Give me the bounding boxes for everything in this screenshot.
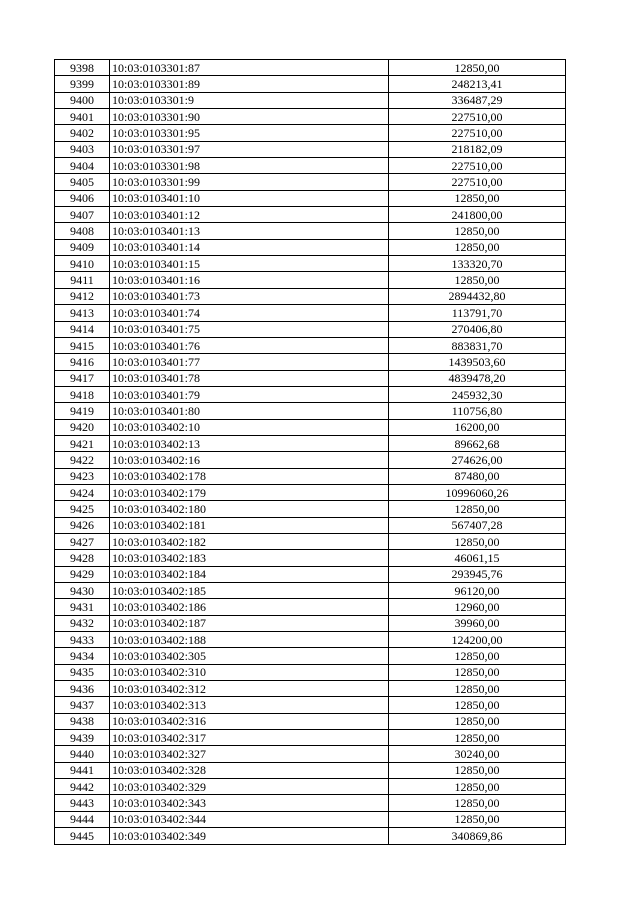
cadastral-number-cell: 10:03:0103401:80 [110, 403, 389, 419]
table-row [55, 125, 566, 141]
row-number-cell: 9415 [55, 337, 110, 353]
cadastral-value-cell: 2894432,80 [389, 288, 566, 304]
table-row [55, 239, 566, 255]
cadastral-value-cell: 12850,00 [389, 713, 566, 729]
row-number-cell: 9432 [55, 615, 110, 631]
table-row [55, 207, 566, 223]
cadastral-value-cell: 883831,70 [389, 337, 566, 353]
cadastral-value-cell: 227510,00 [389, 125, 566, 141]
cadastral-value-cell: 1439503,60 [389, 354, 566, 370]
cadastral-value-cell: 12850,00 [389, 533, 566, 549]
table-row [55, 223, 566, 239]
cadastral-number-cell: 10:03:0103402:188 [110, 632, 389, 648]
cadastral-number-cell: 10:03:0103402:327 [110, 746, 389, 762]
cadastral-number-cell: 10:03:0103402:316 [110, 713, 389, 729]
table-row [55, 713, 566, 729]
cadastral-number-cell: 10:03:0103301:89 [110, 76, 389, 92]
table-row [55, 272, 566, 288]
cadastral-value-cell: 567407,28 [389, 517, 566, 533]
row-number-cell: 9423 [55, 468, 110, 484]
cadastral-value-cell: 336487,29 [389, 92, 566, 108]
table-row [55, 468, 566, 484]
table-row [55, 386, 566, 402]
cadastral-value-cell: 245932,30 [389, 386, 566, 402]
cadastral-number-cell: 10:03:0103301:90 [110, 109, 389, 125]
cadastral-value-cell: 227510,00 [389, 174, 566, 190]
cadastral-value-cell: 248213,41 [389, 76, 566, 92]
cadastral-number-cell: 10:03:0103401:73 [110, 288, 389, 304]
table-row [55, 256, 566, 272]
table-row [55, 501, 566, 517]
row-number-cell: 9440 [55, 746, 110, 762]
cadastral-number-cell: 10:03:0103401:78 [110, 370, 389, 386]
cadastral-number-cell: 10:03:0103402:317 [110, 730, 389, 746]
table-row [55, 533, 566, 549]
row-number-cell: 9413 [55, 305, 110, 321]
cadastral-value-cell: 133320,70 [389, 256, 566, 272]
row-number-cell: 9421 [55, 435, 110, 451]
row-number-cell: 9438 [55, 713, 110, 729]
cadastral-value-cell: 124200,00 [389, 632, 566, 648]
row-number-cell: 9425 [55, 501, 110, 517]
cadastral-number-cell: 10:03:0103402:13 [110, 435, 389, 451]
row-number-cell: 9405 [55, 174, 110, 190]
cadastral-number-cell: 10:03:0103402:305 [110, 648, 389, 664]
cadastral-value-cell: 12850,00 [389, 648, 566, 664]
cadastral-number-cell: 10:03:0103401:74 [110, 305, 389, 321]
table-row [55, 779, 566, 795]
cadastral-value-cell: 87480,00 [389, 468, 566, 484]
cadastral-value-cell: 113791,70 [389, 305, 566, 321]
row-number-cell: 9398 [55, 60, 110, 76]
table-row [55, 76, 566, 92]
cadastral-number-cell: 10:03:0103402:349 [110, 828, 389, 844]
table-row [55, 419, 566, 435]
cadastral-value-cell: 12850,00 [389, 60, 566, 76]
table-body [55, 60, 566, 845]
table-row [55, 762, 566, 778]
cadastral-number-cell: 10:03:0103401:16 [110, 272, 389, 288]
cadastral-value-cell: 12850,00 [389, 730, 566, 746]
table-row [55, 190, 566, 206]
cadastral-value-cell: 241800,00 [389, 207, 566, 223]
cadastral-number-cell: 10:03:0103401:15 [110, 256, 389, 272]
cadastral-value-cell: 12850,00 [389, 190, 566, 206]
row-number-cell: 9433 [55, 632, 110, 648]
cadastral-value-cell: 46061,15 [389, 550, 566, 566]
table-row [55, 648, 566, 664]
cadastral-value-cell: 12850,00 [389, 681, 566, 697]
cadastral-number-cell: 10:03:0103401:10 [110, 190, 389, 206]
cadastral-value-cell: 293945,76 [389, 566, 566, 582]
row-number-cell: 9401 [55, 109, 110, 125]
cadastral-value-cell: 12850,00 [389, 795, 566, 811]
table-row [55, 92, 566, 108]
table-row [55, 664, 566, 680]
table-row [55, 158, 566, 174]
table-row [55, 599, 566, 615]
cadastral-value-cell: 12850,00 [389, 664, 566, 680]
cadastral-number-cell: 10:03:0103402:183 [110, 550, 389, 566]
table-row [55, 681, 566, 697]
table-row [55, 452, 566, 468]
cadastral-number-cell: 10:03:0103402:181 [110, 517, 389, 533]
cadastral-number-cell: 10:03:0103401:75 [110, 321, 389, 337]
cadastral-number-cell: 10:03:0103402:184 [110, 566, 389, 582]
cadastral-value-cell: 39960,00 [389, 615, 566, 631]
table-row [55, 811, 566, 827]
row-number-cell: 9414 [55, 321, 110, 337]
cadastral-value-cell: 218182,09 [389, 141, 566, 157]
cadastral-number-cell: 10:03:0103402:186 [110, 599, 389, 615]
table-row [55, 370, 566, 386]
row-number-cell: 9429 [55, 566, 110, 582]
cadastral-value-cell: 227510,00 [389, 109, 566, 125]
cadastral-value-cell: 12850,00 [389, 697, 566, 713]
row-number-cell: 9409 [55, 239, 110, 255]
row-number-cell: 9444 [55, 811, 110, 827]
cadastral-value-cell: 270406,80 [389, 321, 566, 337]
cadastral-number-cell: 10:03:0103402:187 [110, 615, 389, 631]
cadastral-value-cell: 89662,68 [389, 435, 566, 451]
cadastral-value-table [54, 59, 566, 845]
row-number-cell: 9417 [55, 370, 110, 386]
row-number-cell: 9406 [55, 190, 110, 206]
cadastral-value-cell: 30240,00 [389, 746, 566, 762]
row-number-cell: 9403 [55, 141, 110, 157]
cadastral-number-cell: 10:03:0103301:98 [110, 158, 389, 174]
row-number-cell: 9431 [55, 599, 110, 615]
table-row [55, 109, 566, 125]
row-number-cell: 9439 [55, 730, 110, 746]
cadastral-number-cell: 10:03:0103301:95 [110, 125, 389, 141]
cadastral-number-cell: 10:03:0103402:179 [110, 484, 389, 500]
row-number-cell: 9435 [55, 664, 110, 680]
row-number-cell: 9445 [55, 828, 110, 844]
cadastral-number-cell: 10:03:0103401:12 [110, 207, 389, 223]
cadastral-value-cell: 227510,00 [389, 158, 566, 174]
cadastral-value-cell: 340869,86 [389, 828, 566, 844]
cadastral-value-cell: 274626,00 [389, 452, 566, 468]
cadastral-value-cell: 12850,00 [389, 762, 566, 778]
cadastral-value-cell: 4839478,20 [389, 370, 566, 386]
table-row [55, 615, 566, 631]
row-number-cell: 9422 [55, 452, 110, 468]
cadastral-number-cell: 10:03:0103402:312 [110, 681, 389, 697]
cadastral-number-cell: 10:03:0103402:185 [110, 583, 389, 599]
row-number-cell: 9410 [55, 256, 110, 272]
cadastral-number-cell: 10:03:0103401:13 [110, 223, 389, 239]
row-number-cell: 9411 [55, 272, 110, 288]
row-number-cell: 9418 [55, 386, 110, 402]
table-row [55, 697, 566, 713]
cadastral-number-cell: 10:03:0103401:14 [110, 239, 389, 255]
table-row [55, 141, 566, 157]
cadastral-number-cell: 10:03:0103402:344 [110, 811, 389, 827]
cadastral-number-cell: 10:03:0103402:329 [110, 779, 389, 795]
row-number-cell: 9408 [55, 223, 110, 239]
row-number-cell: 9419 [55, 403, 110, 419]
row-number-cell: 9436 [55, 681, 110, 697]
table-row [55, 174, 566, 190]
row-number-cell: 9426 [55, 517, 110, 533]
row-number-cell: 9442 [55, 779, 110, 795]
row-number-cell: 9404 [55, 158, 110, 174]
row-number-cell: 9416 [55, 354, 110, 370]
row-number-cell: 9441 [55, 762, 110, 778]
row-number-cell: 9443 [55, 795, 110, 811]
cadastral-number-cell: 10:03:0103402:10 [110, 419, 389, 435]
table-row [55, 795, 566, 811]
row-number-cell: 9430 [55, 583, 110, 599]
cadastral-number-cell: 10:03:0103401:76 [110, 337, 389, 353]
table-row [55, 435, 566, 451]
cadastral-number-cell: 10:03:0103402:328 [110, 762, 389, 778]
cadastral-number-cell: 10:03:0103402:178 [110, 468, 389, 484]
cadastral-number-cell: 10:03:0103401:77 [110, 354, 389, 370]
cadastral-number-cell: 10:03:0103402:343 [110, 795, 389, 811]
row-number-cell: 9400 [55, 92, 110, 108]
cadastral-number-cell: 10:03:0103402:16 [110, 452, 389, 468]
table-row [55, 632, 566, 648]
cadastral-number-cell: 10:03:0103301:99 [110, 174, 389, 190]
row-number-cell: 9437 [55, 697, 110, 713]
table-row [55, 288, 566, 304]
cadastral-number-cell: 10:03:0103402:310 [110, 664, 389, 680]
cadastral-number-cell: 10:03:0103401:79 [110, 386, 389, 402]
table-row [55, 517, 566, 533]
table-row [55, 550, 566, 566]
cadastral-value-cell: 12850,00 [389, 239, 566, 255]
row-number-cell: 9420 [55, 419, 110, 435]
cadastral-value-cell: 10996060,26 [389, 484, 566, 500]
table-row [55, 828, 566, 844]
cadastral-value-cell: 96120,00 [389, 583, 566, 599]
cadastral-value-cell: 12850,00 [389, 779, 566, 795]
table-row [55, 305, 566, 321]
cadastral-value-cell: 12850,00 [389, 811, 566, 827]
row-number-cell: 9428 [55, 550, 110, 566]
cadastral-value-cell: 12960,00 [389, 599, 566, 615]
cadastral-value-cell: 16200,00 [389, 419, 566, 435]
cadastral-number-cell: 10:03:0103301:97 [110, 141, 389, 157]
row-number-cell: 9424 [55, 484, 110, 500]
row-number-cell: 9407 [55, 207, 110, 223]
table-row [55, 566, 566, 582]
cadastral-number-cell: 10:03:0103402:182 [110, 533, 389, 549]
table-row [55, 321, 566, 337]
table-row [55, 403, 566, 419]
cadastral-number-cell: 10:03:0103402:180 [110, 501, 389, 517]
row-number-cell: 9412 [55, 288, 110, 304]
cadastral-value-cell: 12850,00 [389, 501, 566, 517]
table-row [55, 354, 566, 370]
table-row [55, 337, 566, 353]
cadastral-value-cell: 12850,00 [389, 272, 566, 288]
table-row [55, 746, 566, 762]
row-number-cell: 9427 [55, 533, 110, 549]
table-row [55, 583, 566, 599]
cadastral-value-cell: 110756,80 [389, 403, 566, 419]
cadastral-number-cell: 10:03:0103301:9 [110, 92, 389, 108]
row-number-cell: 9434 [55, 648, 110, 664]
cadastral-number-cell: 10:03:0103402:313 [110, 697, 389, 713]
table-row [55, 730, 566, 746]
table-row [55, 60, 566, 76]
cadastral-value-cell: 12850,00 [389, 223, 566, 239]
row-number-cell: 9402 [55, 125, 110, 141]
cadastral-number-cell: 10:03:0103301:87 [110, 60, 389, 76]
table-row [55, 484, 566, 500]
row-number-cell: 9399 [55, 76, 110, 92]
